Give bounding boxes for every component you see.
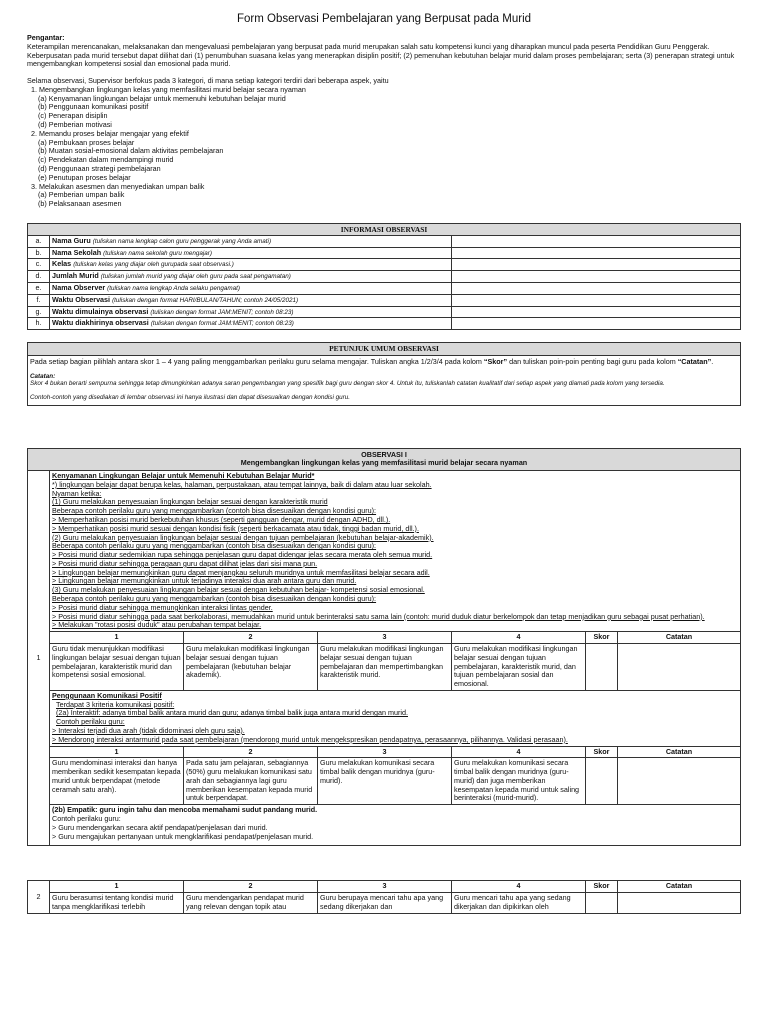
aspect-line: > Memperhatikan posisi murid berkebutuhan khusus (seperti gangguan dengar, murid dengan ADHD, dll.). xyxy=(52,515,391,525)
score-header: 2 xyxy=(184,632,318,644)
petunjuk-body xyxy=(28,356,741,405)
category-item: (b) Pelaksanaan asesmen xyxy=(38,199,122,209)
info-letter: a. xyxy=(28,235,50,247)
info-label-cell xyxy=(50,306,452,318)
score-row xyxy=(28,758,741,805)
info-row xyxy=(28,271,741,283)
skor-header: Skor xyxy=(586,746,618,758)
catatan-label: Catatan: xyxy=(30,372,56,380)
info-header: INFORMASI OBSERVASI xyxy=(28,223,741,235)
info-label: Nama Observer xyxy=(52,283,106,292)
info-label-cell xyxy=(50,271,452,283)
info-letter: g. xyxy=(28,306,50,318)
info-hint: (tuliskan nama sekolah guru mengajar) xyxy=(103,249,212,257)
aspect-line: (2) Guru melakukan penyesuaian lingkungan belajar sesuai dengan tujuan pembelajaran (kebutuhan belajar-akademik). xyxy=(52,532,434,542)
score-descriptor: Guru mendominasi interaksi dan hanya memberikan sedikit kesempatan kepada murid untuk berpendapat (metode ceramah satu arah). xyxy=(50,758,184,805)
aspect-line: > Memperhatikan posisi murid sesuai dengan kondisi fisik (seperti berkacamata atau tidak, tinggi badan murid, dll.). xyxy=(52,523,419,533)
petunjuk-instruction xyxy=(30,358,738,367)
category-label: 3. Melakukan asesmen dan menyediakan umpan balik xyxy=(31,181,205,191)
aspect-line: Contoh perilaku guru: xyxy=(52,814,121,824)
score-descriptor: Guru melakukan komunikasi secara timbal balik dengan muridnya (guru-murid) dan juga memberikan kesempatan kepada murid untuk saling berinteraksi (murid-murid). xyxy=(452,758,586,805)
info-hint: (tuliskan nama lengkap calon guru penggerak yang Anda amati) xyxy=(92,237,272,245)
info-hint: (tuliskan kelas yang diajar oleh gurupada saat observasi.) xyxy=(73,261,234,269)
category-label: 1. Mengembangkan lingkungan kelas yang memfasilitasi murid belajar secara nyaman xyxy=(31,84,306,94)
row-number: 2 xyxy=(28,881,50,913)
aspect-line: > Mendorong interaksi antarmurid pada saat pembelajaran (mendorong murid untuk mengekspresikan pendapatnya, perasaannya, pilihannya. Validasi perasaan). xyxy=(52,734,568,744)
score-row xyxy=(28,893,741,914)
aspect-line: > Lingkungan belajar memungkinkan guru dapat menjangkau seluruh muridnya untuk memfasilitasi belajar secara adil. xyxy=(52,567,430,577)
observasi-table-continued xyxy=(27,880,741,913)
instruction-catatan: “Catatan” xyxy=(677,357,712,367)
aspect-title: Kenyamanan Lingkungan Belajar untuk Memenuhi Kebutuhan Belajar Murid* xyxy=(52,471,315,481)
instruction-text: . xyxy=(711,357,714,367)
info-hint: (tuliskan nama lengkap Anda selaku pengamat) xyxy=(107,285,240,292)
info-value-field[interactable] xyxy=(452,283,741,295)
aspect-description xyxy=(50,471,741,632)
aspect-title: (2b) Empatik: guru ingin tahu dan mencoba memahami sudut pandang murid. xyxy=(52,805,318,815)
aspect-line: Terdapat 3 kriteria komunikasi positif: xyxy=(56,699,175,709)
aspect-line: > Posisi murid diatur sehingga peragaan guru dapat dilihat jelas dari sisi mana pun. xyxy=(52,558,318,568)
score-descriptor: Guru melakukan modifikasi lingkungan belajar sesuai dengan tujuan pembelajaran (kebutuhan belajar akademik). xyxy=(184,643,318,690)
info-letter: b. xyxy=(28,247,50,259)
info-label: Jumlah Murid xyxy=(52,271,99,281)
info-hint: (tuliskan jumlah murid yang diajar oleh guru pada saat pengamatan) xyxy=(100,273,291,281)
instruction-text: dan tuliskan poin-poin penting bagi guru pada kolom xyxy=(507,357,678,367)
score-header: 4 xyxy=(452,881,586,893)
info-row xyxy=(28,318,741,330)
aspect-line: Beberapa contoh perilaku guru yang menggambarkan (contoh bisa disesuaikan dengan kondisi guru): xyxy=(52,506,377,516)
info-row xyxy=(28,283,741,295)
petunjuk-table xyxy=(27,342,741,405)
catatan-input[interactable] xyxy=(618,893,741,914)
catatan-header: Catatan xyxy=(618,881,741,893)
aspect-line: (1) Guru melakukan penyesuaian lingkungan belajar sesuai dengan karakteristik murid xyxy=(52,497,328,507)
score-descriptor: Guru berasumsi tentang kondisi murid tanpa mengklarifikasi terlebih xyxy=(50,893,184,914)
observasi-header xyxy=(28,448,741,471)
aspect-line: > Guru mendengarkan secara aktif pendapat/penjelasan dari murid. xyxy=(52,822,268,832)
info-row xyxy=(28,259,741,271)
aspect-line: Nyaman ketika: xyxy=(52,488,102,498)
info-letter: h. xyxy=(28,318,50,330)
score-header: 3 xyxy=(318,632,452,644)
score-descriptor: Guru mendengarkan pendapat murid yang relevan dengan topik atau xyxy=(184,893,318,914)
aspect-line: > Posisi murid diatur sehingga pada saat berkolaborasi, memudahkan murid untuk berinteraksi satu sama lain (contoh: murid duduk diatur berkelompok dan tetap menjadikan guru sebagai pusat perhatian). xyxy=(52,611,705,621)
catatan-input[interactable] xyxy=(618,643,741,690)
info-label-cell xyxy=(50,318,452,330)
aspect-line: Beberapa contoh perilaku guru yang menggambarkan (contoh bisa disesuaikan dengan kondisi guru): xyxy=(52,541,377,551)
aspect-line: > Melakukan "rotasi posisi duduk" atau perubahan tempat belajar. xyxy=(52,620,262,630)
aspect-title: Penggunaan Komunikasi Positif xyxy=(52,690,162,700)
score-header: 1 xyxy=(50,746,184,758)
info-letter: d. xyxy=(28,271,50,283)
category-item: (e) Penutupan proses belajar xyxy=(38,172,131,182)
intro-paragraph-1: Keterampilan merencanakan, melaksanakan dan mengevaluasi pembelajaran yang berpusat pada murid merupakan salah satu kompetensi kunci yang diharapkan muncul pada peserta Pendidikan Guru Penggerak. Keberpusatan pada murid tersebut dapat dilihat dari (1) penumbuhan suasana kelas yang menerapkan disiplin positif; (2) pemenuhan kebutuhan belajar murid dalam proses pembelajaran; serta (3) penerapan strategi untuk mengembangkan kompetensi sosial dan emosional pada murid. xyxy=(27,41,735,69)
aspect-line: (2a) Interaktif: adanya timbal balik antara murid dan guru; adanya timbal balik juga antara murid dengan murid. xyxy=(56,708,408,718)
catatan-header: Catatan xyxy=(618,746,741,758)
skor-input[interactable] xyxy=(586,643,618,690)
info-label: Waktu dimulainya observasi xyxy=(52,306,149,316)
info-label-cell xyxy=(50,235,452,247)
info-value-field[interactable] xyxy=(452,294,741,306)
intro-paragraph-2: Selama observasi, Supervisor berfokus pada 3 kategori, di mana setiap kategori terdiri dari beberapa aspek, yaitu xyxy=(27,76,389,86)
score-header: 4 xyxy=(452,632,586,644)
instruction-text: Pada setiap bagian pilihlah antara skor 1 – 4 yang paling menggambarkan perilaku guru selama mengajar. Tuliskan angka 1/2/3/4 pada kolom xyxy=(30,357,484,367)
info-value-field[interactable] xyxy=(452,247,741,259)
aspect-line: > Guru mengajukan pertanyaan untuk mengklarifikasi pendapat/penjelasan murid. xyxy=(52,831,314,841)
category-item: (a) Kenyamanan lingkungan belajar untuk memenuhi kebutuhan belajar murid xyxy=(38,93,286,103)
category-item: (b) Muatan sosial-emosional dalam aktivitas pembelajaran xyxy=(38,146,224,156)
observasi-table xyxy=(27,448,741,847)
catatan-header: Catatan xyxy=(618,632,741,644)
page-title: Form Observasi Pembelajaran yang Berpusat pada Murid xyxy=(236,13,532,25)
category-item: (a) Pemberian umpan balik xyxy=(38,190,125,200)
info-value-field[interactable] xyxy=(452,306,741,318)
info-label-cell xyxy=(50,294,452,306)
score-header: 3 xyxy=(318,746,452,758)
category-list xyxy=(27,86,741,209)
score-row xyxy=(28,643,741,690)
info-label-cell xyxy=(50,259,452,271)
category-label: 2. Memandu proses belajar mengajar yang efektif xyxy=(31,128,189,138)
aspect-line: > Posisi murid diatur sedemikian rupa sehingga penjelasan guru dapat didengar jelas secara merata oleh semua murid. xyxy=(52,550,433,560)
score-descriptor: Guru tidak menunjukkan modifikasi lingkungan belajar sesuai dengan tujuan pembelajaran, karakteristik murid dan kompetensi sosial emosional. xyxy=(50,643,184,690)
info-value-field[interactable] xyxy=(452,259,741,271)
observasi-title: OBSERVASI I xyxy=(361,449,407,459)
score-header-row xyxy=(28,746,741,758)
score-descriptor: Guru melakukan modifikasi lingkungan belajar sesuai dengan tujuan pembelajaran, karakteristik murid, dan tujuan pembelajaran sosial dan emosional. xyxy=(452,643,586,690)
aspect-description xyxy=(50,690,741,746)
category-item: (d) Pemberian motivasi xyxy=(38,120,112,130)
skor-input[interactable] xyxy=(586,758,618,805)
category-item: (b) Penggunaan komunikasi positif xyxy=(38,102,149,112)
score-header: 1 xyxy=(50,632,184,644)
info-label: Nama Sekolah xyxy=(52,247,102,257)
score-descriptor: Guru berupaya mencari tahu apa yang sedang dikerjakan dan xyxy=(318,893,452,914)
aspect-line: > Posisi murid diatur sehingga memungkinkan interaksi lintas gender. xyxy=(52,602,273,612)
info-row xyxy=(28,235,741,247)
skor-header: Skor xyxy=(586,632,618,644)
skor-input[interactable] xyxy=(586,893,618,914)
info-row xyxy=(28,294,741,306)
score-descriptor: Pada satu jam pelajaran, sebagiannya (50%) guru melakukan komunikasi satu arah dan sebagiannya lagi guru memberikan kesempatan kepada murid untuk berpendapat. xyxy=(184,758,318,805)
info-letter: f. xyxy=(28,294,50,306)
info-value-field[interactable] xyxy=(452,271,741,283)
info-value-field[interactable] xyxy=(452,235,741,247)
score-header: 4 xyxy=(452,746,586,758)
score-header-row xyxy=(28,881,741,893)
info-label: Waktu Observasi xyxy=(52,294,111,304)
score-descriptor: Guru melakukan komunikasi secara timbal balik dengan muridnya (guru-murid). xyxy=(318,758,452,805)
aspect-line: > Lingkungan belajar memungkinkan untuk terjadinya interaksi dua arah antara guru dan murid. xyxy=(52,576,357,586)
category-item: (a) Pembukaan proses belajar xyxy=(38,137,135,147)
info-value-field[interactable] xyxy=(452,318,741,330)
score-header-row xyxy=(28,632,741,644)
skor-header: Skor xyxy=(586,881,618,893)
score-header: 1 xyxy=(50,881,184,893)
info-letter: c. xyxy=(28,259,50,271)
score-header: 3 xyxy=(318,881,452,893)
info-label: Nama Guru xyxy=(52,235,91,245)
info-label-cell xyxy=(50,247,452,259)
catatan-input[interactable] xyxy=(618,758,741,805)
info-row xyxy=(28,306,741,318)
category-item: (c) Pendekatan dalam mendampingi murid xyxy=(38,155,174,165)
intro-section xyxy=(27,34,741,209)
info-row xyxy=(28,247,741,259)
instruction-skor: “Skor” xyxy=(483,357,508,367)
info-hint: (tuliskan dengan format JAM:MENIT; contoh 08:23) xyxy=(150,308,294,316)
info-label: Kelas xyxy=(52,259,72,269)
aspect-line: Beberapa contoh perilaku guru yang menggambarkan (contoh bisa disesuaikan dengan kondisi guru): xyxy=(52,594,377,604)
info-table xyxy=(27,223,741,330)
row-number: 1 xyxy=(28,471,50,846)
petunjuk-header: PETUNJUK UMUM OBSERVASI xyxy=(28,343,741,356)
category-item: (d) Penggunaan strategi pembelajaran xyxy=(38,163,161,173)
score-descriptor: Guru melakukan modifikasi lingkungan belajar sesuai dengan tujuan pembelajaran dan mempertimbangkan karakteristik murid. xyxy=(318,643,452,690)
catatan-note: Contoh-contoh yang disediakan di lembar observasi ini hanya ilustrasi dan dapat disesuaikan dengan kondisi guru. xyxy=(30,394,350,401)
info-hint: (tuliskan dengan format JAM:MENIT; contoh 08:23) xyxy=(150,320,294,328)
intro-heading: Pengantar: xyxy=(27,33,65,42)
aspect-line: > Interaksi terjadi dua arah (tidak didominasi oleh guru saja). xyxy=(52,725,245,735)
aspect-line: Contoh perilaku guru: xyxy=(56,717,125,727)
category-item: (c) Penerapan disiplin xyxy=(38,111,108,121)
score-header: 2 xyxy=(184,746,318,758)
info-letter: e. xyxy=(28,283,50,295)
score-header: 2 xyxy=(184,881,318,893)
info-hint: (tuliskan dengan format HARI/BULAN/TAHUN; contoh 24/05/2021) xyxy=(112,296,299,304)
aspect-description xyxy=(50,805,741,846)
aspect-line: (3) Guru melakukan penyesuaian lingkungan belajar sesuai dengan kebutuhan belajar- kompetensi sosial emosional. xyxy=(52,585,425,595)
info-label: Waktu diakhirinya observasi xyxy=(52,318,149,328)
aspect-line: *) lingkungan belajar dapat berupa kelas, halaman, perpustakaan, atau tempat lainnya, baik di dalam atau luar sekolah. xyxy=(52,479,432,489)
info-label-cell xyxy=(50,283,452,295)
score-descriptor: Guru mencari tahu apa yang sedang dikerjakan dan dipikirkan oleh xyxy=(452,893,586,914)
observasi-subtitle: Mengembangkan lingkungan kelas yang memfasilitasi murid belajar secara nyaman xyxy=(240,458,528,468)
catatan-note: Skor 4 bukan berarti sempurna sehingga tetap dimungkinkan adanya saran pengembangan yang spesifik bagi guru dengan skor 4. Untuk itu, tuliskanlah catatan kualitatif dari setiap aspek yang diamati pada kolom yang tersedia. xyxy=(30,380,665,388)
